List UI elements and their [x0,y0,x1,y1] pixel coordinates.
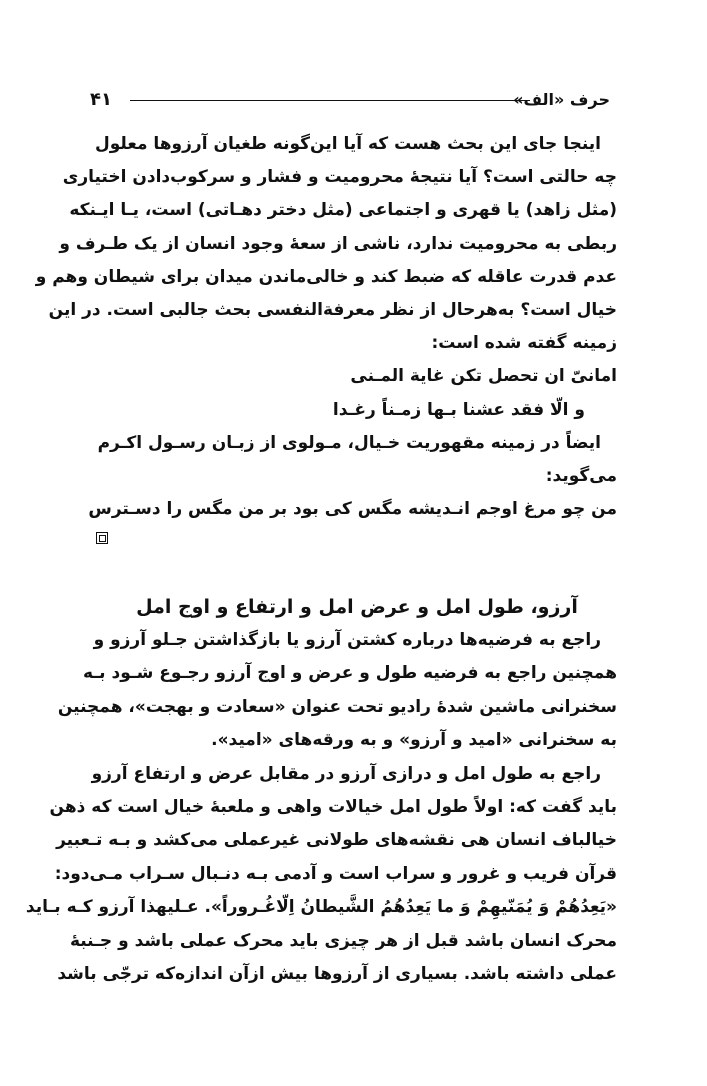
text-line: ایضاً در زمینه مقهوریت خـیال، مـولوی از زبـان رسـول اکـرم [97,432,601,453]
verse-line: و الّا فقد عشنا بـها زمـناً رغـدا [332,399,585,420]
section-text [25,624,617,991]
text-line: «یَعِدُهُمْ وَ یُمَنّیهِمْ وَ ما یَعِدُهُمُ الشَّیطانُ اِلّاغُـروراً». عـلیهذا آرزو کـه بـاید [25,897,617,918]
text-line: عملی داشته باشد. بسیاری از آرزوها بیش ازآن اندازه‌که ترجّی باشد [57,963,617,984]
text-line: به سخنرانی «امید و آرزو» و به ورقه‌های «امید». [211,730,617,751]
text-line: اینجا جای این بحث هست که آیا این‌گونه طغیان آرزوها معلول [95,134,601,154]
main-text [35,128,617,526]
chapter-title: حرف «الف» [513,90,610,109]
header-rule [130,100,530,101]
text-line: سخنرانی ماشین شدهٔ رادیو تحت عنوان «سعادت و بهجت»، همچنین [57,696,617,717]
section-heading: آرزو، طول امل و عرض امل و ارتفاع و اوج امل [136,596,578,618]
section-end-mark-icon [96,532,108,544]
running-header [90,88,610,112]
text-line: می‌گوید: [545,465,617,486]
text-line: محرک انسان باشد قبل از هر چیزی باید محرک عملی باشد و جـنبهٔ [69,930,617,951]
text-line: باید گفت که: اولاً طول امل خیالات واهی و ملعبهٔ خیال است که ذهن [49,796,617,817]
text-line: (مثل زاهد) یا قهری و اجتماعی (مثل دختر دهـاتی) است، یـا ایـنکه [69,200,617,221]
text-line: خیال است؟ به‌هرحال از نظر معرفةالنفسی بحث جالبی است. در این [48,299,617,320]
text-line: راجع به طول امل و درازی آرزو در مقابل عرض و ارتفاع آرزو [91,763,601,784]
text-line: ربطی به محرومیت ندارد، ناشی از سعهٔ وجود انسان از یک طـرف و [59,233,617,254]
text-line: قرآن فریب و غرور و سراب است و آدمی بـه دنـبال سـراب مـی‌دود: [54,863,617,884]
verse-line: من چو مرغ اوجم انـدیشه مگس کی بود بر من مگس را دسـترس [88,499,617,520]
text-line: راجع به فرضیه‌ها درباره کشتن آرزو یا بازگذاشتن جـلو آرزو و [93,630,601,650]
text-line: خیالباف انسان هی نقشه‌های طولانی غیرعملی می‌کشد و بـه تـعبیر [56,830,617,851]
verse-line: امانیّ ان تحصل تکن غایة المـنی [350,366,617,387]
text-line: عدم قدرت عاقله که ضبط کند و خالی‌ماندن میدان برای شیطان وهم و [35,266,617,287]
page-number: ۴۱ [90,89,112,110]
text-line: همچنین راجع به فرضیه طول و عرض و اوج آرزو رجـوع شـود بـه [83,663,617,684]
text-line: چه حالتی است؟ آیا نتیجهٔ محرومیت و فشار و سرکوب‌دادن اختیاری [62,167,617,188]
text-line: زمینه گفته شده است: [431,333,617,354]
